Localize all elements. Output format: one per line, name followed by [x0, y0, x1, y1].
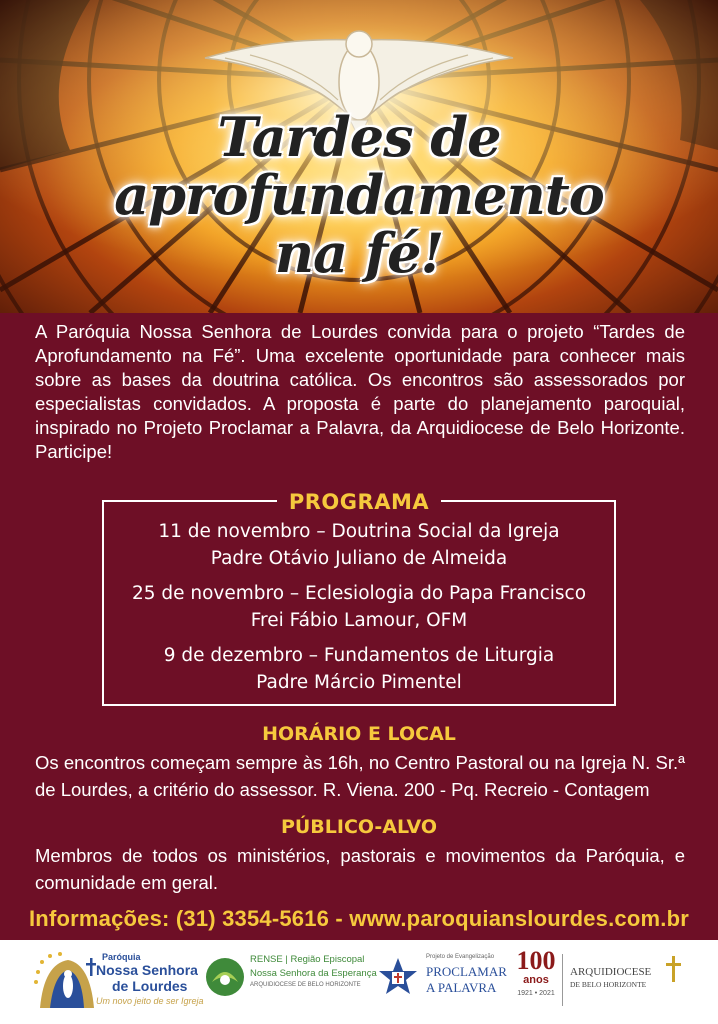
divider — [562, 954, 563, 1006]
program-item-speaker: Padre Otávio Juliano de Almeida — [210, 548, 508, 569]
parish-label: Paróquia — [102, 952, 141, 962]
centenary-years: 1921 • 2021 — [517, 990, 555, 997]
proclamar-star-icon — [376, 956, 420, 1000]
schedule-title: HORÁRIO E LOCAL — [262, 723, 456, 745]
program-title: PROGRAMA — [277, 489, 441, 515]
centenary-word: anos — [523, 974, 549, 986]
intro-paragraph: A Paróquia Nossa Senhora de Lourdes convida para o projeto “Tardes de Aprofundamento na Fé”. Uma excelente oportunidade para conhecer mais sobre as bases da doutrina católica. Os encontros são assessorados por especialistas convidados. A proposta é parte do planejamento paroquial, inspirado no Projeto Proclamar a Palavra, da Arquidiocese de Belo Horizonte. Participe! — [35, 321, 685, 462]
parish-tagline: Um novo jeito de ser Igreja — [96, 996, 204, 1006]
proclamar-line1: PROCLAMAR — [426, 964, 507, 979]
archdiocese-logo — [570, 940, 690, 1024]
parish-logo — [30, 940, 204, 1024]
cross-icon — [664, 954, 684, 984]
proclamar-logo — [376, 940, 506, 1024]
centenary-logo — [512, 940, 568, 1024]
contact-info: Informações: (31) 3354-5616 - www.paroquianslourdes.com.br — [29, 906, 689, 931]
grotto-icon — [32, 952, 102, 1012]
audience-title: PÚBLICO-ALVO — [280, 816, 438, 838]
program-item-date-topic: 11 de novembro – Doutrina Social da Igreja — [158, 521, 560, 542]
archdiocese-line2: DE BELO HORIZONTE — [570, 980, 647, 989]
parish-name-line2: de Lourdes — [112, 978, 188, 994]
program-item-date-topic: 9 de dezembro – Fundamentos de Liturgia — [163, 645, 555, 666]
proclamar-line2: A PALAVRA — [426, 980, 497, 995]
rense-line3: ARQUIDIOCESE DE BELO HORIZONTE — [250, 982, 361, 988]
program-item-speaker: Padre Márcio Pimentel — [256, 672, 462, 693]
audience-text: Membros de todos os ministérios, pastorais e movimentos da Paróquia, e comunidade em geral. — [35, 845, 685, 893]
hero-title-line3: na fé! — [274, 221, 444, 285]
sponsor-footer — [0, 940, 718, 1024]
program-item — [104, 518, 614, 572]
rense-line1: RENSE | Região Episcopal — [250, 954, 365, 965]
centenary-number: 100 — [516, 946, 556, 975]
rense-line2: Nossa Senhora da Esperança — [250, 968, 377, 979]
rense-logo — [204, 940, 377, 1024]
hero-title-line2: aprofundamento — [114, 163, 604, 227]
proclamar-small: Projeto de Evangelização — [426, 954, 495, 960]
schedule-text: Os encontros começam sempre às 16h, no Centro Pastoral ou na Igreja N. Sr.ª de Lourdes, a critério do assessor. R. Viena. 200 - Pq. Recreio - Contagem — [35, 752, 685, 800]
hero-title-line1: Tardes de — [217, 105, 501, 169]
program-item — [104, 642, 614, 696]
archdiocese-line1: ARQUIDIOCESE — [570, 966, 652, 978]
rense-emblem-icon — [204, 956, 246, 998]
hero-banner — [0, 0, 718, 313]
program-item-date-topic: 25 de novembro – Eclesiologia do Papa Francisco — [131, 583, 587, 604]
parish-name-line1: Nossa Senhora — [96, 962, 198, 978]
hero-title — [0, 105, 718, 285]
program-item — [104, 580, 614, 634]
program-item-speaker: Frei Fábio Lamour, OFM — [250, 610, 468, 631]
